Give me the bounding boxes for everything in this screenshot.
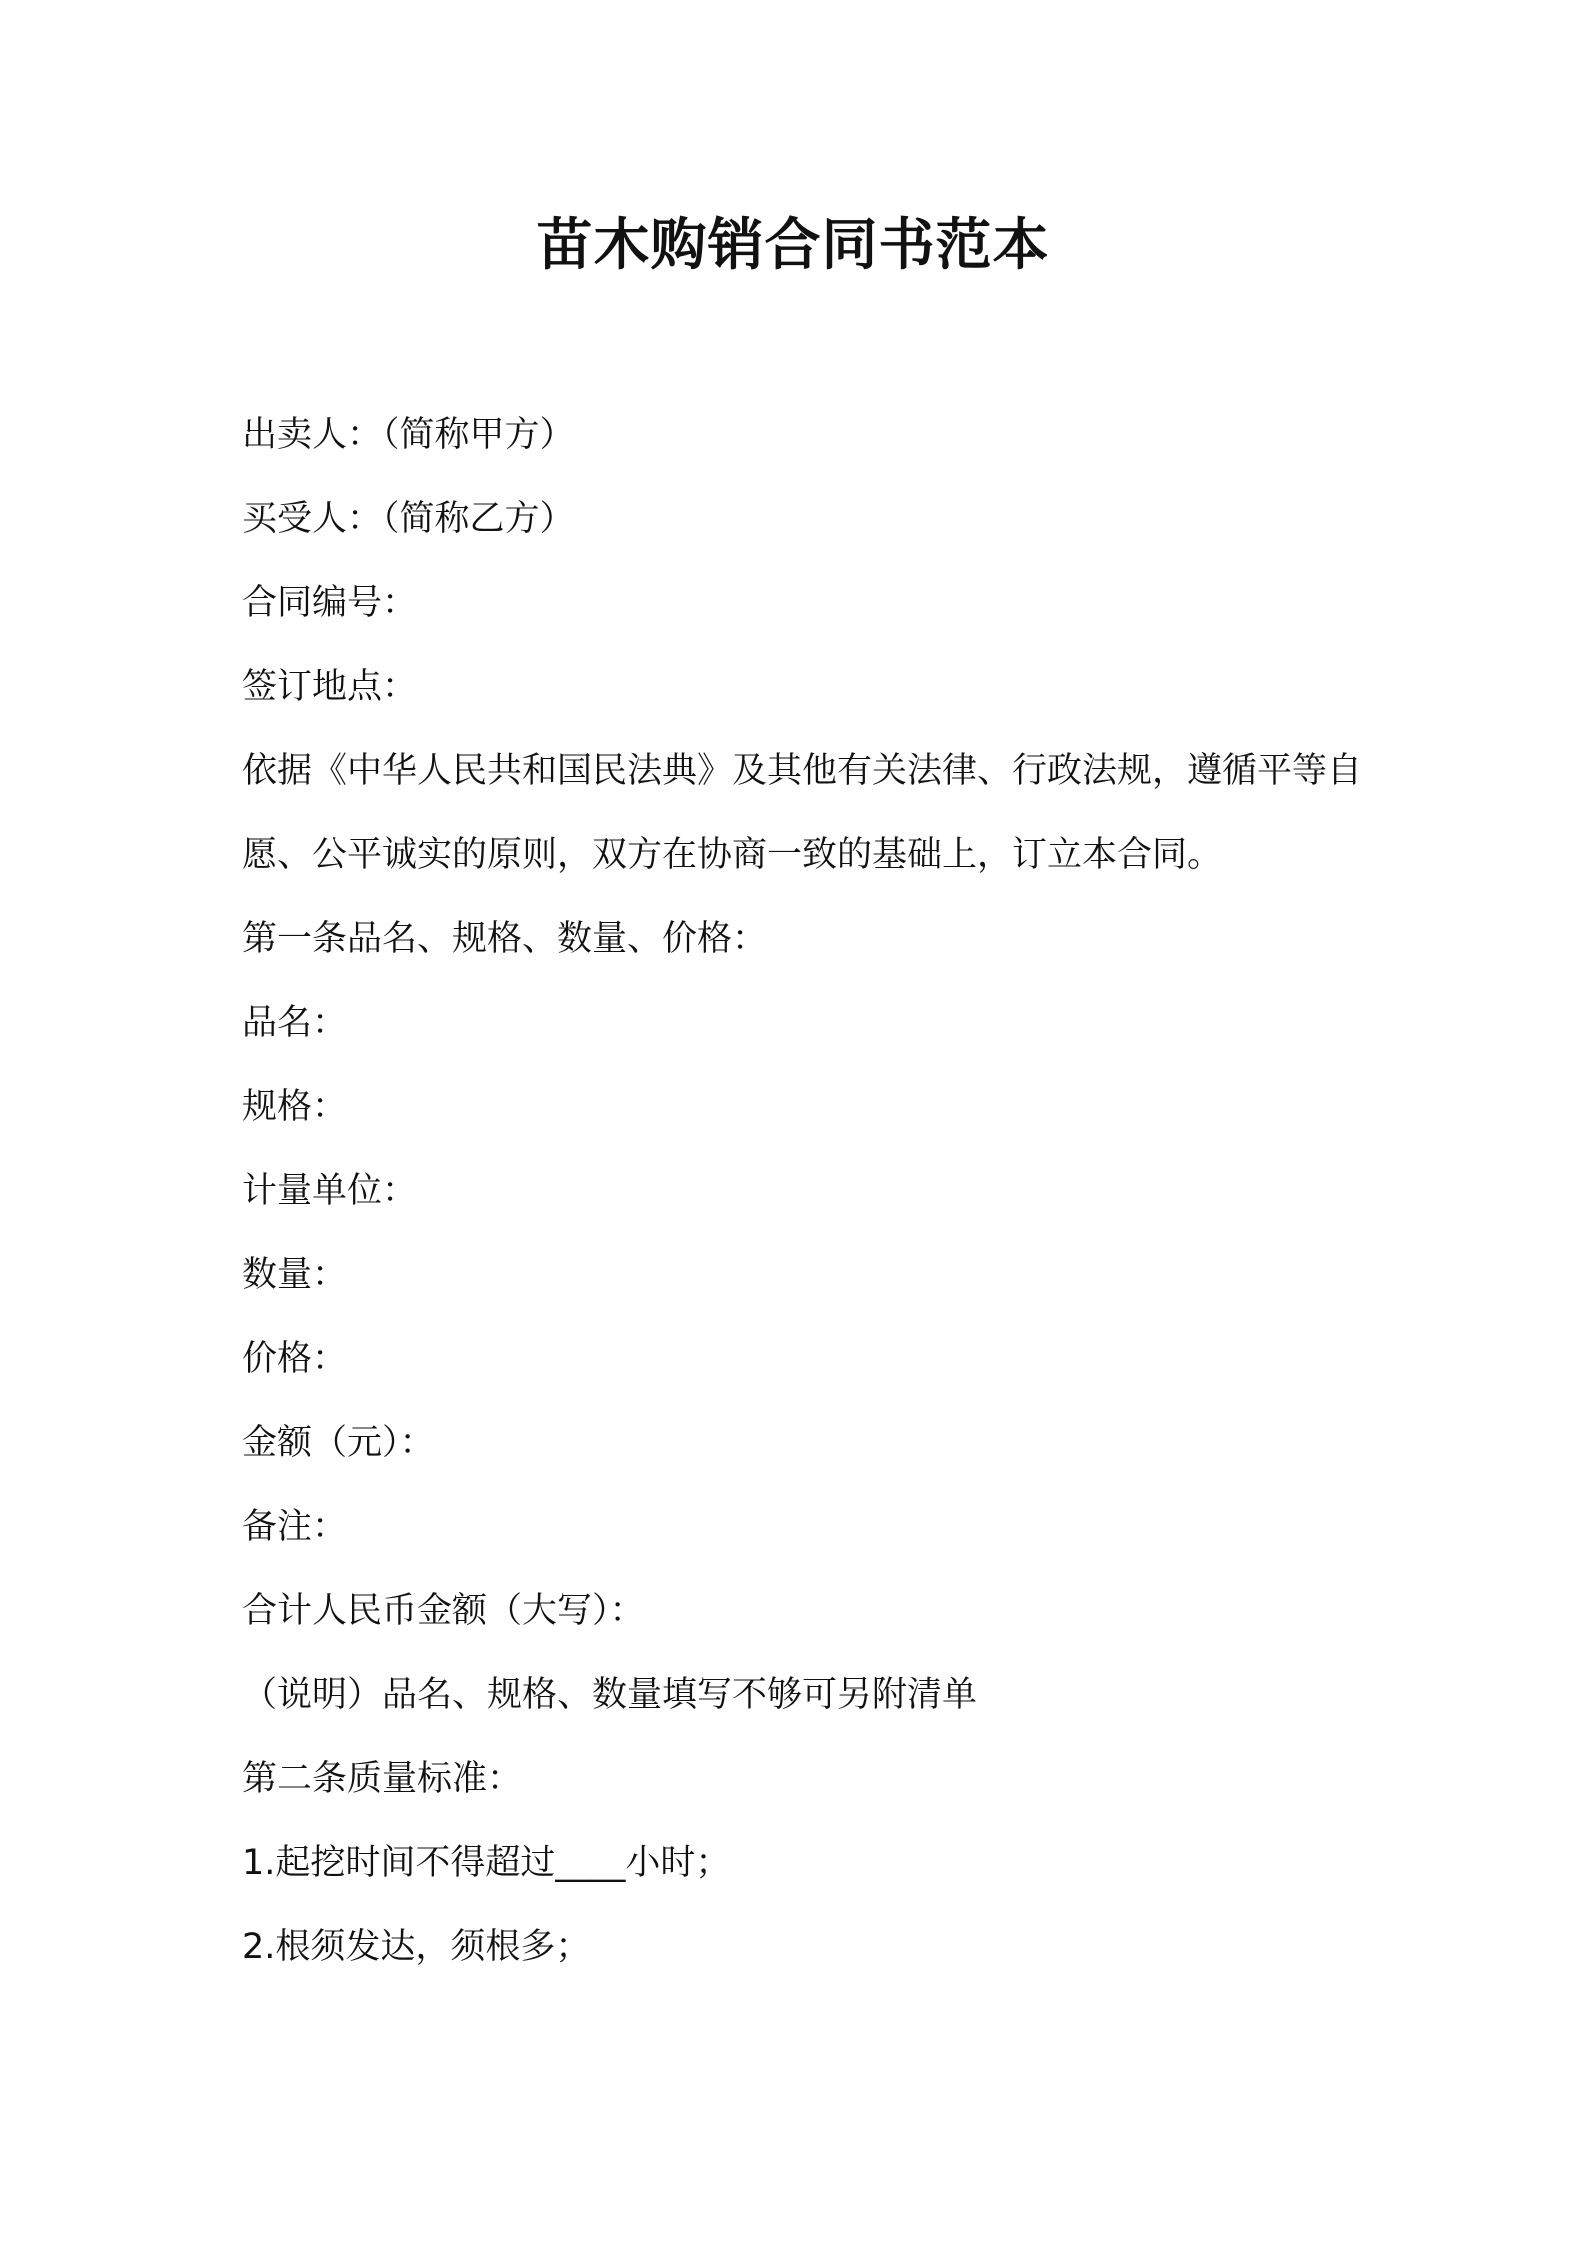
signing-place-line: 签订地点： xyxy=(242,667,418,707)
remarks-line: 备注： xyxy=(242,1507,348,1547)
buyer-line: 买受人：（简称乙方） xyxy=(242,499,575,539)
contract-number-line: 合同编号： xyxy=(242,583,418,623)
preamble-paragraph: 依据《中华人民共和国民法典》及其他有关法律、行政法规，遵循平等自愿、公平诚实的原则，双方在协商一致的基础上，订立本合同。 xyxy=(242,751,1363,875)
price-line: 价格： xyxy=(242,1339,348,1379)
quality-item-2: 2.根须发达，须根多； xyxy=(242,1927,591,1967)
product-name-line: 品名： xyxy=(242,1003,348,1043)
specification-line: 规格： xyxy=(242,1087,348,1127)
article-one-heading: 第一条品名、规格、数量、价格： xyxy=(242,919,768,959)
article-two-heading: 第二条质量标准： xyxy=(242,1759,523,1799)
document-title: 苗木购销合同书范本 xyxy=(536,213,1050,278)
seller-line: 出卖人：（简称甲方） xyxy=(242,415,575,455)
quantity-line: 数量： xyxy=(242,1255,348,1295)
quality-item-1: 1.起挖时间不得超过____小时； xyxy=(242,1843,731,1883)
unit-line: 计量单位： xyxy=(242,1171,418,1211)
total-amount-line: 合计人民币金额（大写）： xyxy=(242,1591,645,1631)
note-line: （说明）品名、规格、数量填写不够可另附清单 xyxy=(242,1675,978,1715)
amount-line: 金额（元）： xyxy=(242,1423,435,1463)
document-body xyxy=(242,393,1372,1989)
